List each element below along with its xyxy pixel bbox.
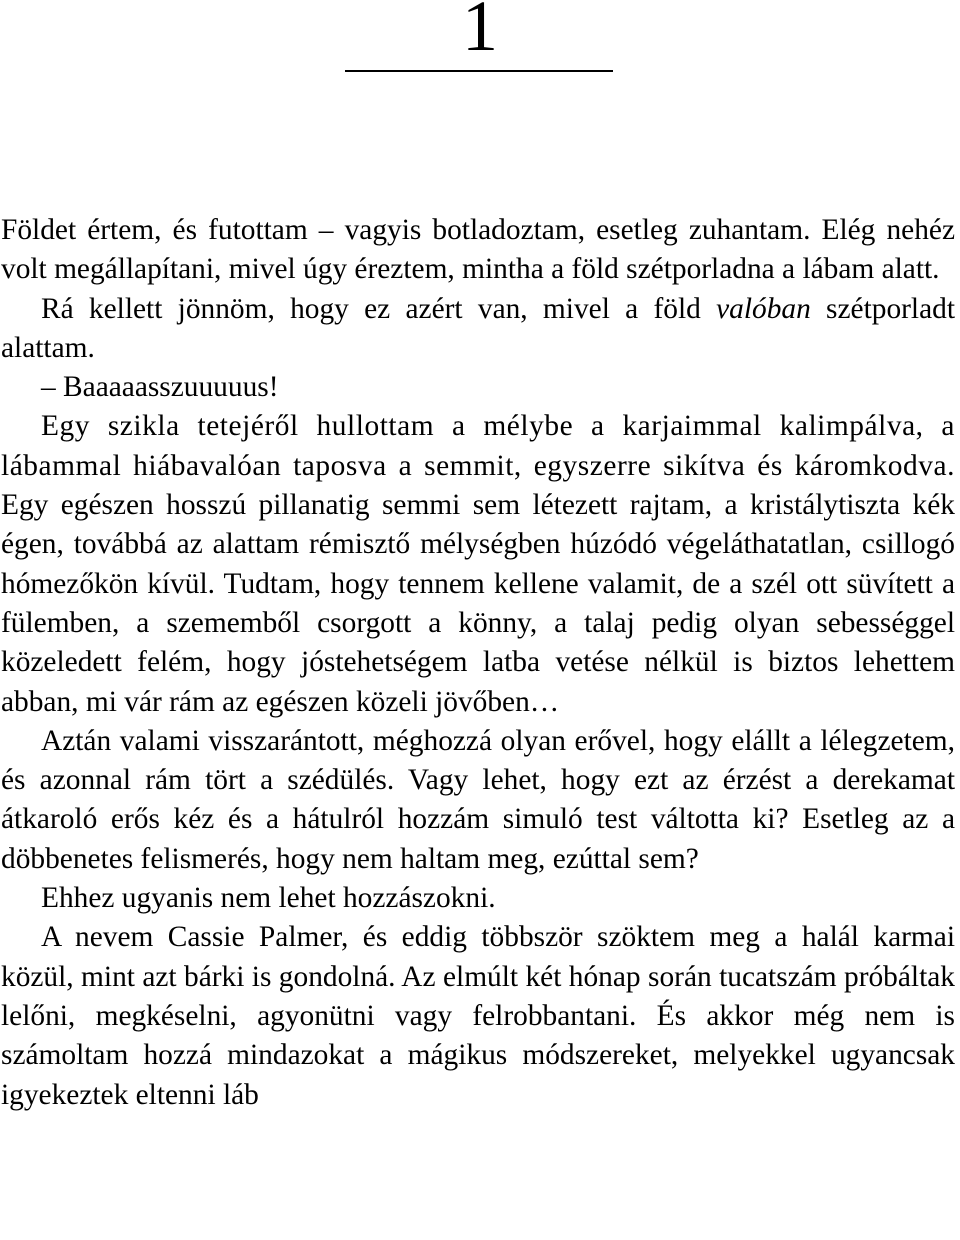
- paragraph: A nevem Cassie Palmer, és eddig többször szöktem meg a halál karmai közül, mint azt bárki is gondolná. Az elmúlt két hónap során tucatszám próbáltak lelőni, megkéselni, agyonütni vagy felrobbantani. És akkor még nem is számoltam hozzá mindazokat a mágikus módszereket, melyekkel ugyancsak igyekeztek eltenni láb: [1, 921, 955, 1111]
- dialogue-line: – Baaaaasszuuuuus!: [41, 371, 279, 404]
- paragraph: [1, 407, 955, 721]
- paragraph-text: Egy egészen hosszú pillanatig semmi sem létezett rajtam, a kristálytiszta kék égen, továbbá az alattam rémisztő mélységben húzódó végeláthatatlan, csillogó hómezőkön kívül. Tudtam, hogy tennem kellene valamit, de a szél ott süvített a fülemben, a szememből csorgott a könny, a talaj pedig olyan sebességgel közeledett felém, hogy jóstehetségem latba vetése nélkül is biztos lehettem abban, mi vár rám az egészen közeli jövőben…: [1, 489, 955, 718]
- paragraph-text: szétporladt alattam.: [1, 292, 956, 364]
- paragraph: Földet értem, és futottam – vagyis botladoztam, esetleg zuhantam. Elég nehéz volt megállapítani, mivel úgy éreztem, mintha a föld szétporladna a lábam alatt.: [1, 214, 955, 286]
- emphasis-text: valóban: [716, 292, 811, 325]
- chapter-underline: [345, 70, 613, 72]
- paragraph-text: Rá kellett jönnöm, hogy ez azért van, mivel a föld: [41, 292, 717, 325]
- chapter-body: [1, 211, 955, 1115]
- paragraph: Ehhez ugyanis nem lehet hozzászokni.: [41, 882, 496, 915]
- paragraph: [1, 290, 955, 369]
- chapter-number: 1: [462, 0, 498, 66]
- paragraph: Aztán valami visszarántott, méghozzá olyan erővel, hogy elállt a lélegzetem, és azonnal rám tört a szédülés. Vagy lehet, hogy ezt az érzést a derekamat átkaroló erős kéz és a hátulról hozzám simuló test váltotta ki? Esetleg az a döbbenetes felismerés, hogy nem haltam meg, ezúttal sem?: [1, 724, 955, 875]
- paragraph-text: Egy szikla tetejéről hullottam a mélybe a karjaimmal kalimpálva, a lábammal hiábavalóan taposva a semmit, egyszerre sikítva és káromkodva.: [1, 410, 955, 482]
